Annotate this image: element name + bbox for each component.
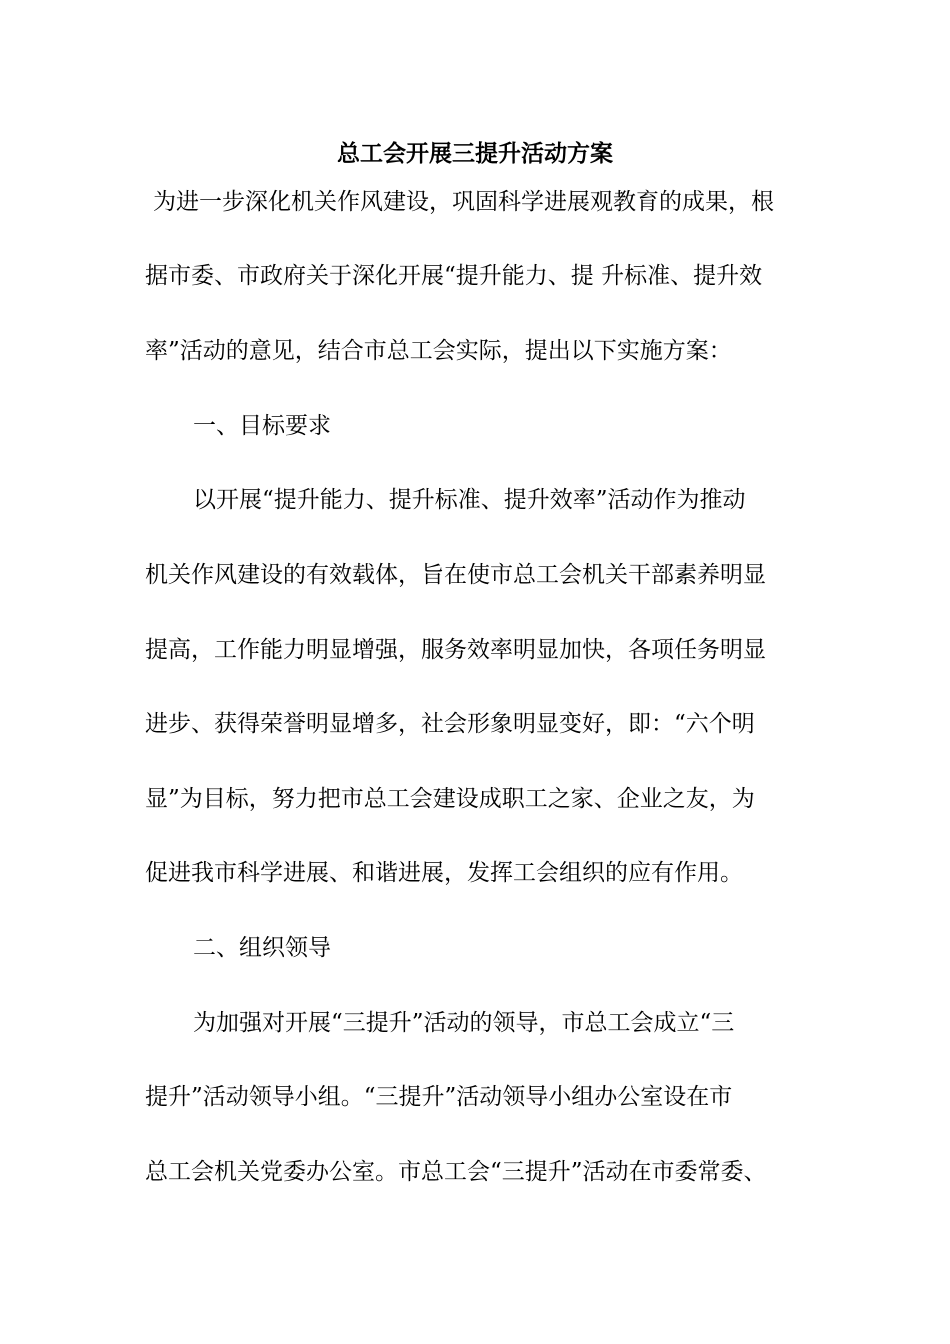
- paragraph-line: 总工会机关党委办公室。市总工会“三提升”活动在市委常委、: [145, 1159, 767, 1185]
- paragraph-line: 提高，工作能力明显增强，服务效率明显加快，各项任务明显: [145, 637, 766, 663]
- paragraph-line: 促进我市科学进展、和谐进展，发挥工会组织的应有作用。: [145, 860, 743, 886]
- paragraph-line: 以开展“提升能力、提升标准、提升效率”活动作为推动: [193, 487, 746, 513]
- document-title: 总工会开展三提升活动方案: [337, 140, 613, 167]
- paragraph-line: 为加强对开展“三提升”活动的领导，市总工会成立“三: [193, 1010, 735, 1036]
- paragraph-line: 进步、获得荣誉明显增多，社会形象明显变好，即：“六个明: [145, 711, 755, 737]
- paragraph-line: 机关作风建设的有效载体，旨在使市总工会机关干部素养明显: [145, 562, 766, 588]
- paragraph-line: 为进一步深化机关作风建设，巩固科学进展观教育的成果，根: [153, 189, 774, 215]
- section-heading: 一、目标要求: [193, 413, 331, 439]
- paragraph-line: 显”为目标，努力把市总工会建设成职工之家、企业之友，为: [145, 786, 755, 812]
- section-heading: 二、组织领导: [193, 935, 331, 961]
- paragraph-line: 率”活动的意见，结合市总工会实际，提出以下实施方案：: [145, 338, 732, 364]
- paragraph-line: 据市委、市政府关于深化开展“提升能力、提 升标准、提升效: [145, 263, 763, 289]
- paragraph-line: 提升”活动领导小组。“三提升”活动领导小组办公室设在市: [145, 1084, 733, 1110]
